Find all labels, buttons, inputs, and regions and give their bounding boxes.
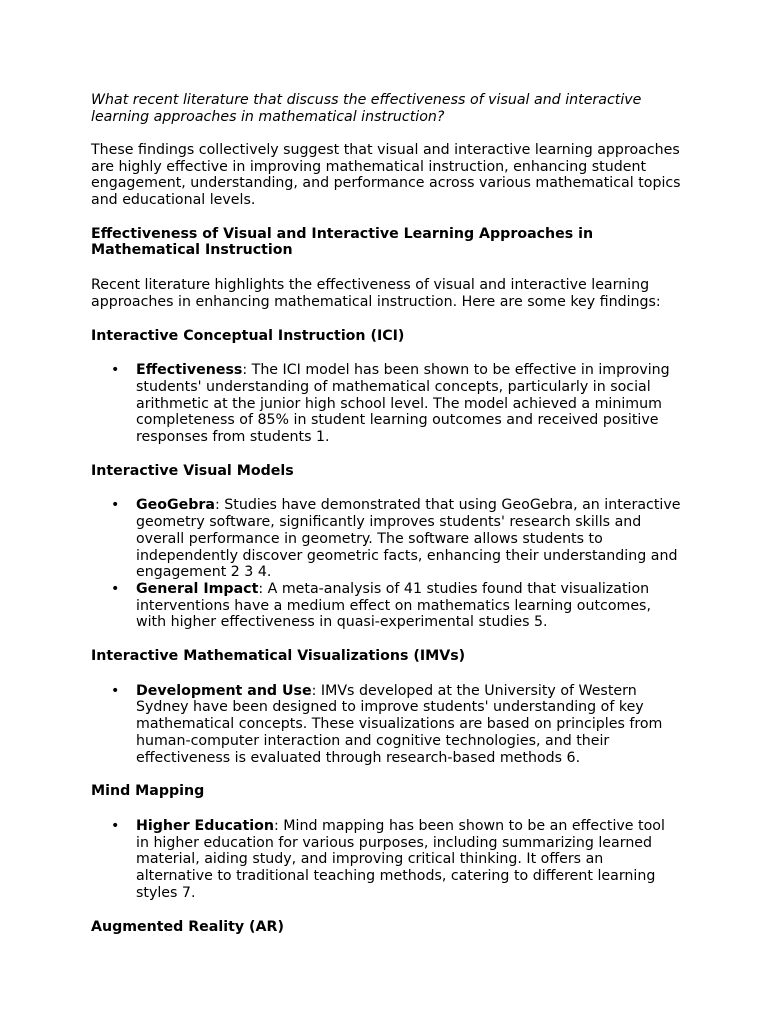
document-page: [91, 92, 681, 953]
section-heading-mind-mapping: Mind Mapping: [91, 783, 205, 800]
item-text: : IMVs developed at the University of Western Sydney have been designed to improve students' understanding of key mathematical concepts. These visualizations are based on principles from human-computer interaction and cognitive technologies, and their effectiveness is evaluated through research-based methods 6.: [136, 682, 663, 766]
section-heading-ici: Interactive Conceptual Instruction (ICI): [91, 327, 405, 344]
section-heading-ar: Augmented Reality (AR): [91, 918, 284, 935]
item-text: : The ICI model has been shown to be effective in improving students' understanding of mathematical concepts, particularly in social arithmetic at the junior high school level. The model achieved a minimum completeness of 85% in student learning outcomes and received positive responses from students 1.: [136, 362, 670, 446]
list-item: [91, 683, 681, 767]
bullet-icon: •: [111, 818, 120, 834]
item-text: : A meta-analysis of 41 studies found that visualization interventions have a medium effect on mathematics learning outcomes, with higher effectiveness in quasi-experimental studies 5.: [136, 580, 651, 631]
question-text: What recent literature that discuss the effectiveness of visual and interactive learning approaches in mathematical instruction?: [91, 92, 642, 125]
item-term: Higher Education: [136, 818, 274, 834]
list-item: [91, 362, 681, 446]
item-term: General Impact: [136, 580, 259, 597]
item-text: : Studies have demonstrated that using GeoGebra, an interactive geometry software, significantly improves students' research skills and overall performance in geometry. The software allows students to independently discover geometric facts, enhancing their understanding and engagement 2 3 4.: [136, 497, 681, 581]
main-heading: Effectiveness of Visual and Interactive Learning Approaches in Mathematical Instruction: [91, 225, 594, 259]
section-list-visual-models: [91, 497, 681, 631]
bullet-icon: •: [111, 682, 120, 699]
bullet-icon: •: [111, 580, 120, 597]
list-item: [91, 581, 681, 631]
section-list-mind-mapping: [91, 818, 681, 902]
bullet-icon: •: [111, 497, 120, 514]
item-term: GeoGebra: [136, 497, 216, 514]
section-list-imvs: [91, 683, 681, 767]
list-item: [91, 497, 681, 581]
bullet-icon: •: [111, 362, 120, 379]
list-item: [91, 818, 681, 902]
section-heading-visual-models: Interactive Visual Models: [91, 462, 294, 479]
item-term: Effectiveness: [136, 362, 243, 379]
item-text: : Mind mapping has been shown to be an effective tool in higher education for various purposes, including summarizing learned material, aiding study, and improving critical thinking. It offers an alternative to traditional teaching methods, catering to different learning styles 7.: [136, 818, 665, 901]
section-list-ici: [91, 362, 681, 446]
item-term: Development and Use: [136, 682, 312, 699]
summary-paragraph: These findings collectively suggest that visual and interactive learning approaches are highly effective in improving mathematical instruction, enhancing student engagement, understanding, and performance across various mathematical topics and educational levels.: [91, 141, 681, 209]
section-heading-imvs: Interactive Mathematical Visualizations (IMVs): [91, 648, 466, 665]
intro-paragraph: Recent literature highlights the effectiveness of visual and interactive learning approaches in enhancing mathematical instruction. Here are some key findings:: [91, 277, 661, 310]
